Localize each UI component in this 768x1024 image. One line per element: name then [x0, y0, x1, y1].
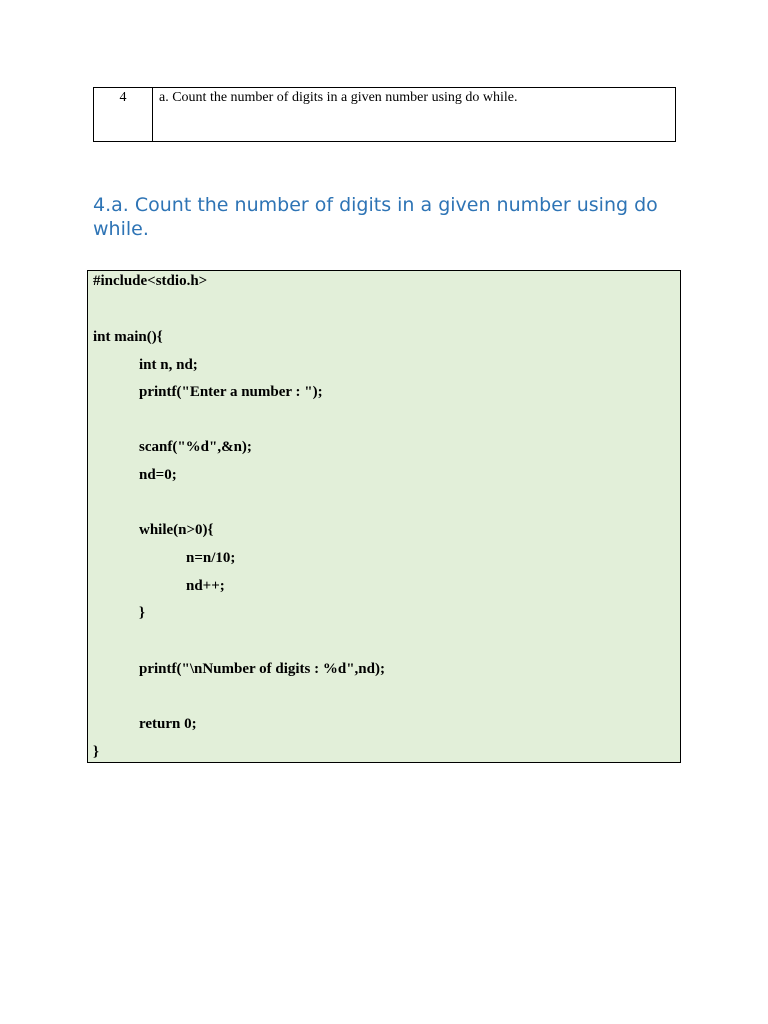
code-line-while-close: } — [139, 605, 145, 621]
code-line-printf-result: printf("\nNumber of digits : %d",nd); — [139, 661, 385, 677]
code-line-scanf: scanf("%d",&n); — [139, 439, 252, 455]
code-line-declare: int n, nd; — [139, 357, 198, 373]
code-line-main-close: } — [93, 744, 99, 760]
code-line-increment: nd++; — [186, 578, 225, 594]
code-line-init: nd=0; — [139, 467, 177, 483]
exercise-description: a. Count the number of digits in a given number using do while. — [153, 88, 676, 142]
section-heading: 4.a. Count the number of digits in a given number using do while. — [93, 194, 658, 240]
code-line-main: int main(){ — [93, 329, 163, 345]
code-line-printf-prompt: printf("Enter a number : "); — [139, 384, 323, 400]
exercise-row — [94, 88, 676, 142]
code-line-divide: n=n/10; — [186, 550, 236, 566]
code-line-return: return 0; — [139, 716, 197, 732]
code-line-while: while(n>0){ — [139, 522, 214, 538]
code-block — [87, 270, 681, 763]
exercise-number: 4 — [94, 88, 153, 142]
exercise-table — [93, 87, 676, 142]
code-line-include: #include<stdio.h> — [93, 273, 208, 289]
